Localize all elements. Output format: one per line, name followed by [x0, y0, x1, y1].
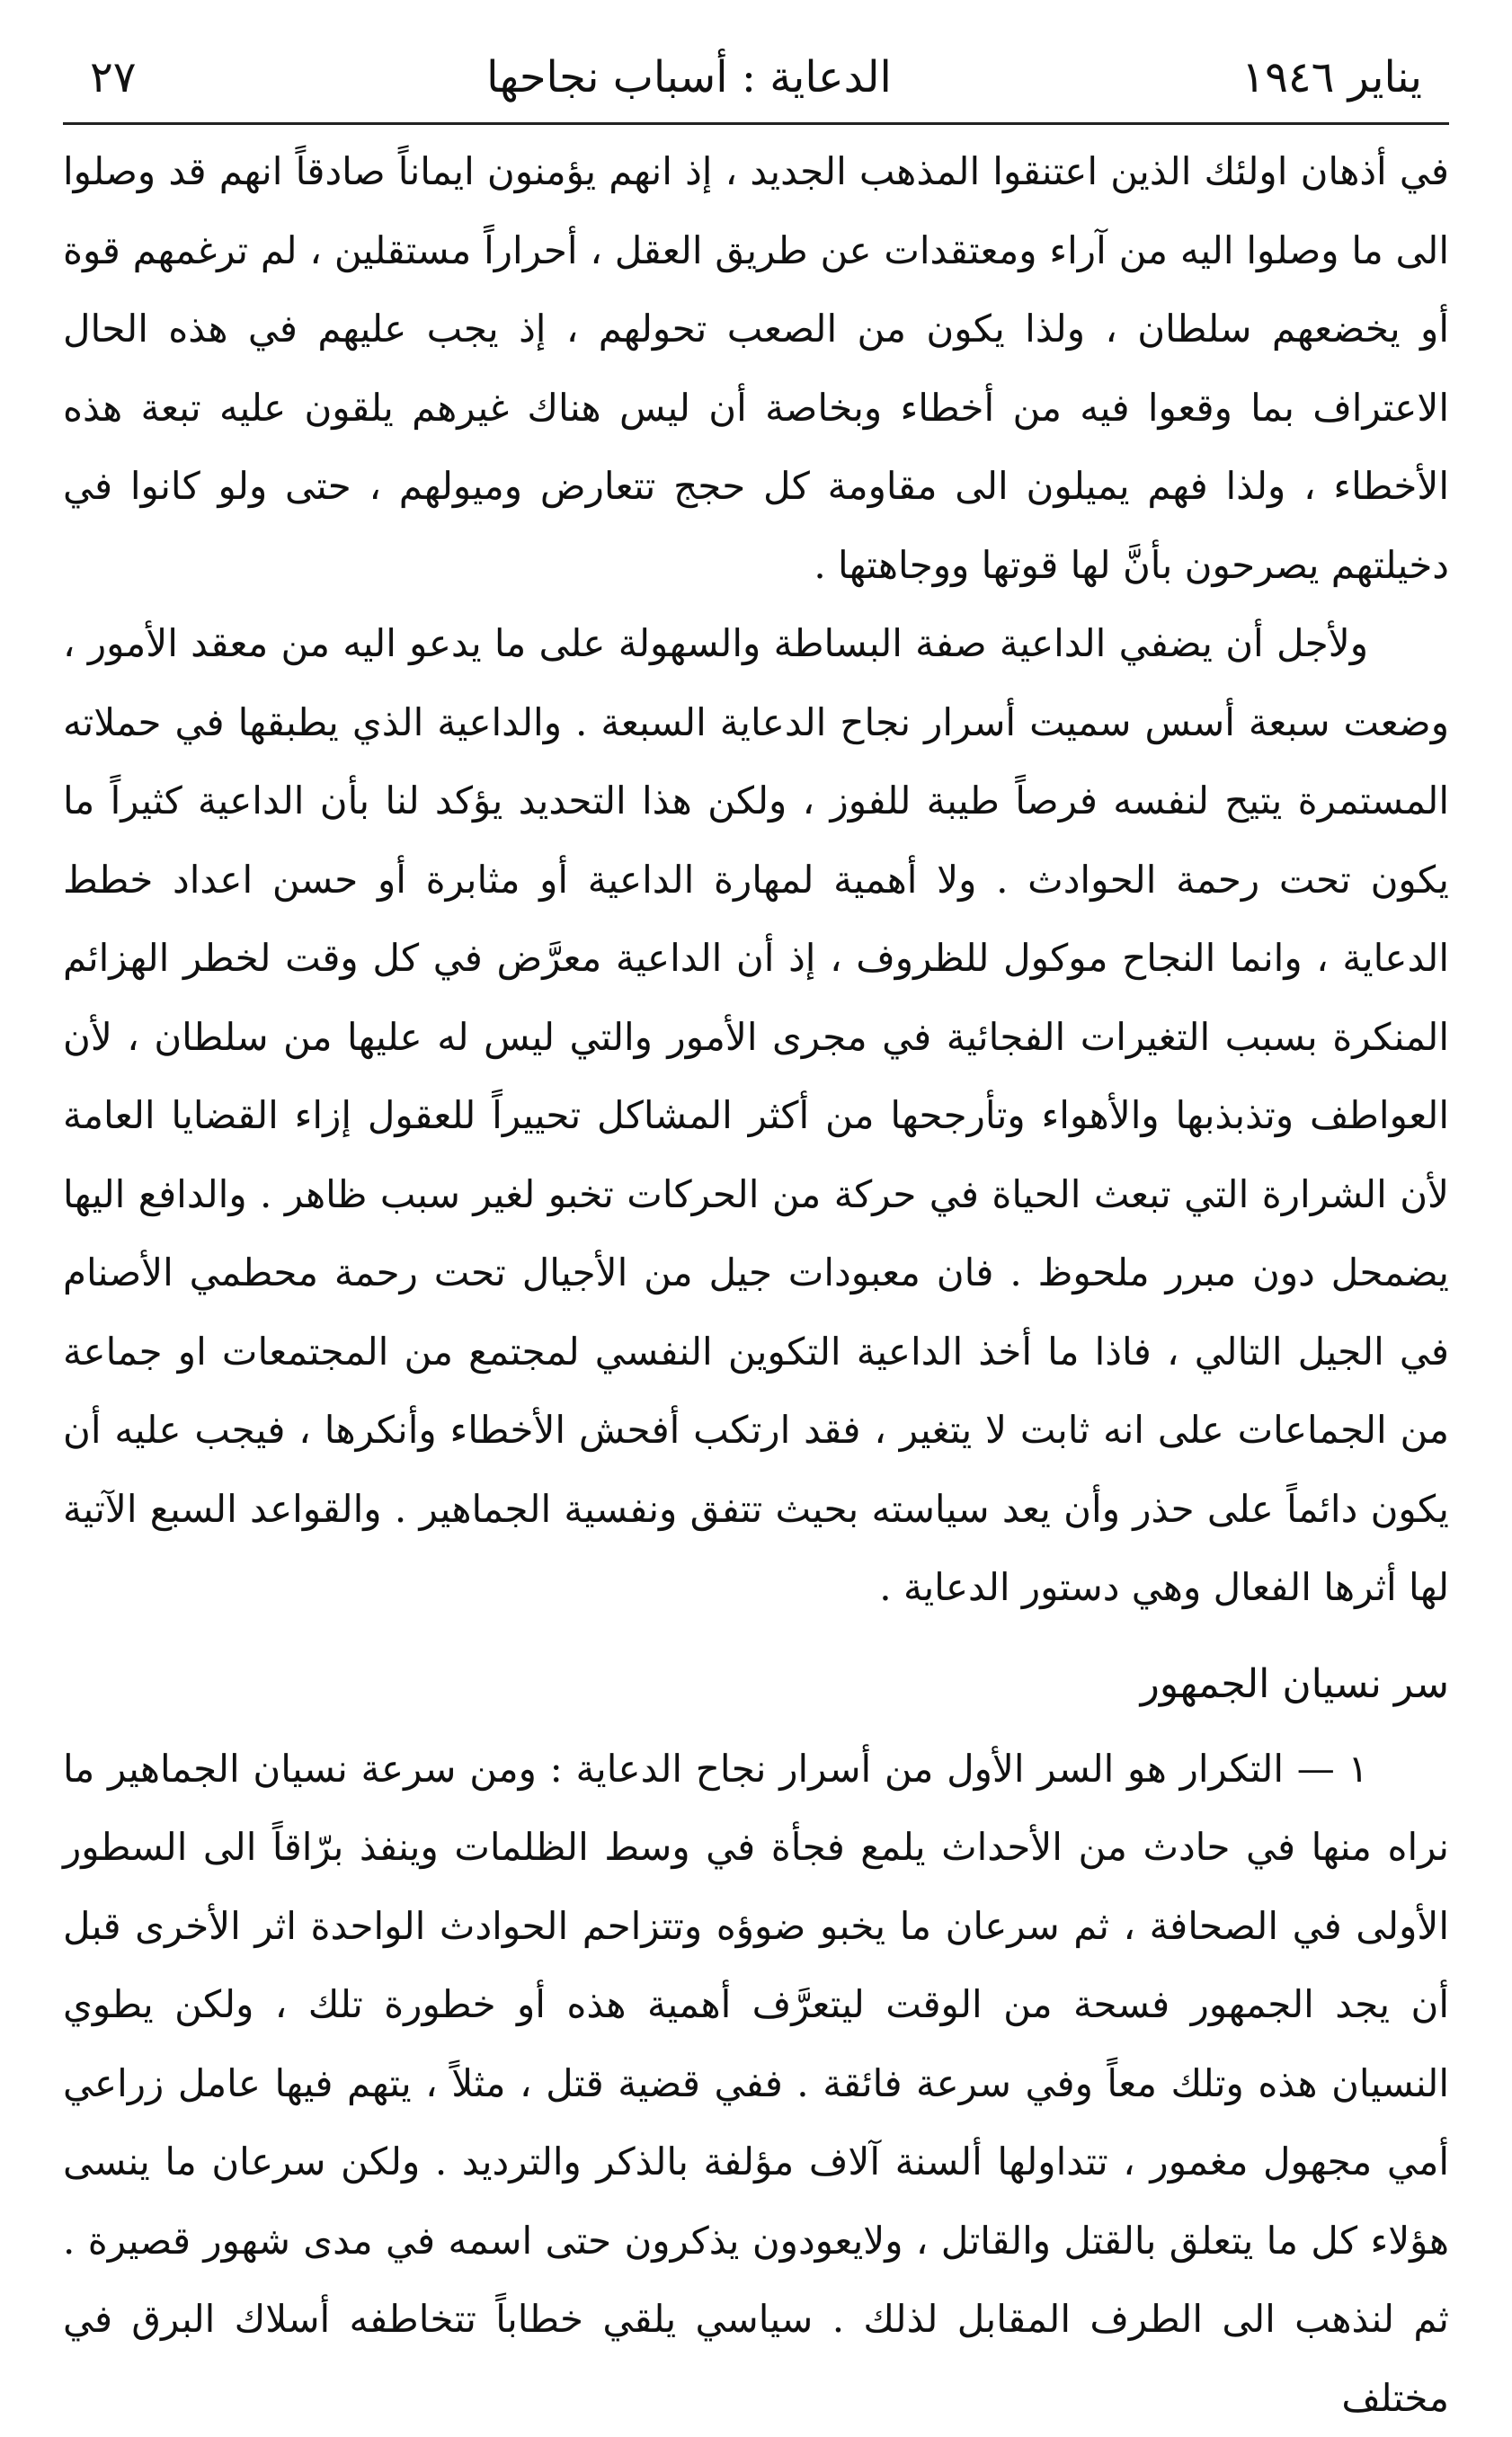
- header-date: يناير ١٩٤٦: [1241, 36, 1422, 119]
- section-heading: سر نسيان الجمهور: [63, 1640, 1449, 1730]
- running-header: [63, 36, 1449, 119]
- page-number: ٢٧: [90, 36, 137, 119]
- section-paragraph: ١ — التكرار هو السر الأول من أسرار نجاح الدعاية : ومن سرعة نسيان الجماهير ما نراه منها في حادث من الأحداث يلمع فجأة في وسط الظلمات وينفذ برّاقاً الى السطور الأولى في الصحافة ، ثم سرعان ما يخبو ضوؤه وتتزاحم الحوادث الواحدة اثر الأخرى قبل أن يجد الجمهور فسحة من الوقت ليتعرَّف أهمية هذه أو خطورة تلك ، ولكن يطوي النسيان هذه وتلك معاً وفي سرعة فائقة . ففي قضية قتل ، مثلاً ، يتهم فيها عامل زراعي أمي مجهول مغمور ، تتداولها ألسنة آلاف مؤلفة بالذكر والترديد . ولكن سرعان ما ينسى هؤلاء كل ما يتعلق بالقتل والقاتل ، ولايعودون يذكرون حتى اسمه في مدى شهور قصيرة . ثم لنذهب الى الطرف المقابل لذلك . سياسي يلقي خطاباً تتخاطفه أسلاك البرق في مختلف: [63, 1730, 1449, 2437]
- paragraph-2: ولأجل أن يضفي الداعية صفة البساطة والسهولة على ما يدعو اليه من معقد الأمور ، وضعت سبعة أسس سميت أسرار نجاح الدعاية السبعة . والداعية الذي يطبقها في حملاته المستمرة يتيح لنفسه فرصاً طيبة للفوز ، ولكن هذا التحديد يؤكد لنا بأن الداعية كثيراً ما يكون تحت رحمة الحوادث . ولا أهمية لمهارة الداعية أو مثابرة أو حسن اعداد خطط الدعاية ، وانما النجاح موكول للظروف ، إذ أن الداعية معرَّض في كل وقت لخطر الهزائم المنكرة بسبب التغيرات الفجائية في مجرى الأمور والتي ليس له عليها من سلطان ، لأن العواطف وتذبذبها والأهواء وتأرجحها من أكثر المشاكل تحييراً للعقول إزاء القضايا العامة لأن الشرارة التي تبعث الحياة في حركة من الحركات تخبو لغير سبب ظاهر . والدافع اليها يضمحل دون مبرر ملحوظ . فان معبودات جيل من الأجيال تحت رحمة محطمي الأصنام في الجيل التالي ، فاذا ما أخذ الداعية التكوين النفسي لمجتمع من المجتمعات او جماعة من الجماعات على انه ثابت لا يتغير ، فقد ارتكب أفحش الأخطاء وأنكرها ، فيجب عليه أن يكون دائماً على حذر وأن يعد سياسته بحيث تتفق ونفسية الجماهير . والقواعد السبع الآتية لها أثرها الفعال وهي دستور الدعاية .: [63, 604, 1449, 1627]
- header-divider: [63, 122, 1449, 125]
- header-title: الدعاية : أسباب نجاحها: [486, 36, 892, 119]
- paragraph-1: في أذهان اولئك الذين اعتنقوا المذهب الجديد ، إذ انهم يؤمنون ايماناً صادقاً انهم قد وصلوا الى ما وصلوا اليه من آراء ومعتقدات عن طريق العقل ، أحراراً مستقلين ، لم ترغمهم قوة أو يخضعهم سلطان ، ولذا يكون من الصعب تحولهم ، إذ يجب عليهم في هذه الحال الاعتراف بما وقعوا فيه من أخطاء وبخاصة أن ليس هناك غيرهم يلقون عليه تبعة هذه الأخطاء ، ولذا فهم يميلون الى مقاومة كل حجج تتعارض وميولهم ، حتى ولو كانوا في دخيلتهم يصرحون بأنَّ لها قوتها ووجاهتها .: [63, 132, 1449, 604]
- article-body: [63, 132, 1449, 2437]
